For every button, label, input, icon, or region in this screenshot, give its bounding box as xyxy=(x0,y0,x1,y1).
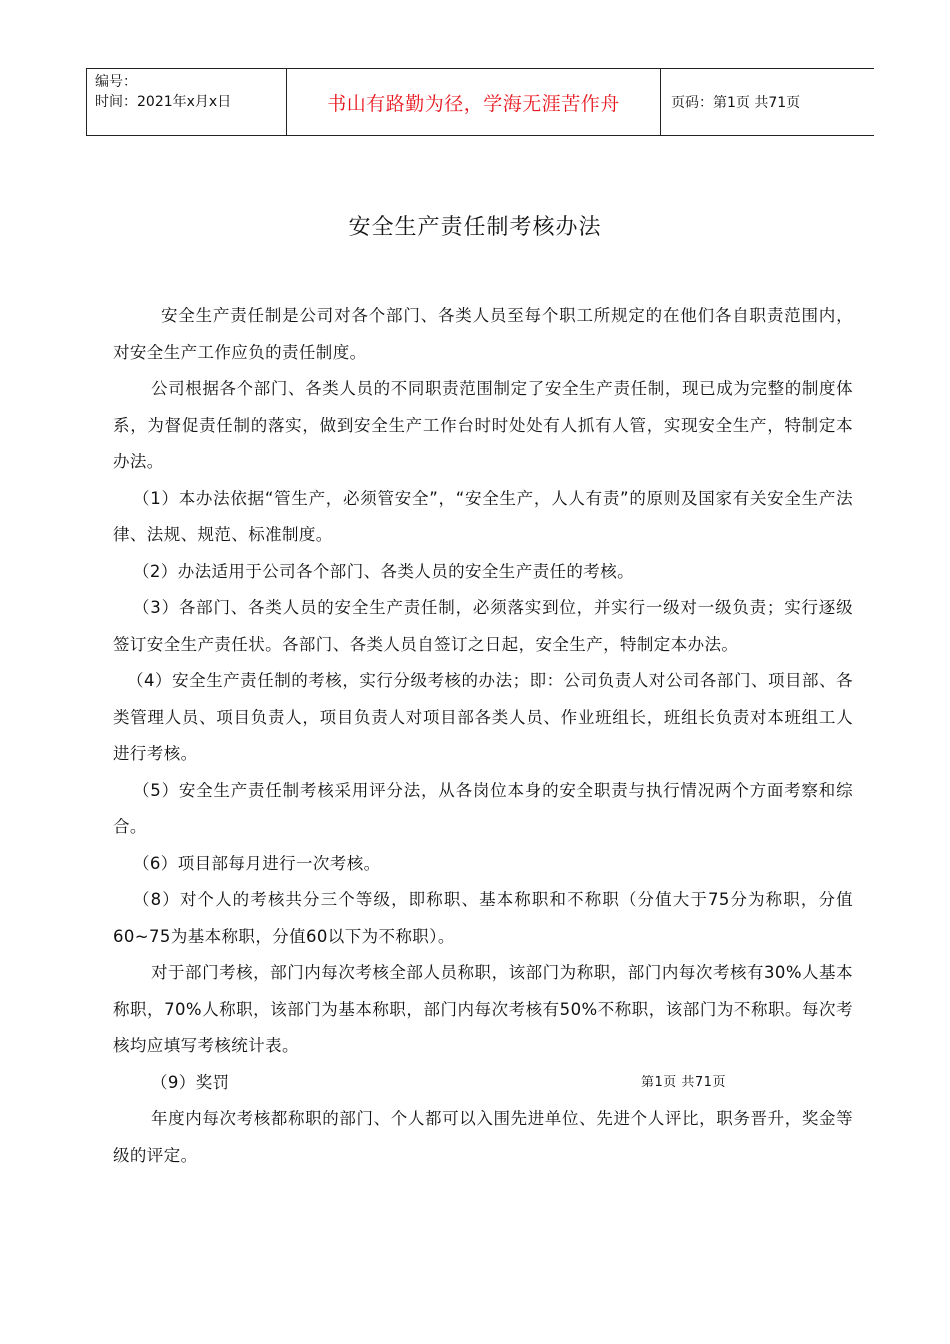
paragraph-intro: 安全生产责任制是公司对各个部门、各类人员至每个职工所规定的在他们各自职责范围内，对安全生产工作应负的责任制度。 xyxy=(113,306,853,362)
header-page-info: 页码：第1页 共71页 xyxy=(671,95,801,111)
paragraph-rewards: 年度内每次考核都称职的部门、个人都可以入围先进单位、先进个人评比，职务晋升，奖金等级的评定。 xyxy=(113,1109,853,1165)
header-motto: 书山有路勤为径，学海无涯苦作舟 xyxy=(287,69,661,135)
paragraph-item-8: （8）对个人的考核共分三个等级，即称职、基本称职和不称职（分值大于75分为称职，分值60~75为基本称职，分值60以下为不称职）。 xyxy=(113,890,853,946)
paragraph-department-assessment: 对于部门考核，部门内每次考核全部人员称职，该部门为称职，部门内每次考核有30%人基本称职，70%人称职，该部门为基本称职，部门内每次考核有50%不称职，该部门为不称职。每次考核均应填写考核统计表。 xyxy=(113,963,853,1055)
document-body xyxy=(113,298,853,1174)
footer-page-number: 第1页 共71页 xyxy=(641,1074,726,1090)
page-header xyxy=(86,68,874,136)
paragraph-item-9-row xyxy=(113,1065,853,1102)
paragraph-item-9: （9）奖罚 xyxy=(151,1072,230,1092)
document-time-label: 时间：2021年x月x日 xyxy=(95,94,232,110)
document-number-label: 编号： xyxy=(95,74,137,90)
paragraph-item-3: （3）各部门、各类人员的安全生产责任制，必须落实到位，并实行一级对一级负责；实行逐级签订安全生产责任状。各部门、各类人员自签订之日起，安全生产，特制定本办法。 xyxy=(113,598,853,654)
header-info-cell xyxy=(86,69,287,135)
paragraph-item-2: （2）办法适用于公司各个部门、各类人员的安全生产责任的考核。 xyxy=(133,561,634,581)
paragraph-background: 公司根据各个部门、各类人员的不同职责范围制定了安全生产责任制，现已成为完整的制度体系，为督促责任制的落实，做到安全生产工作台时时处处有人抓有人管，实现安全生产，特制定本办法。 xyxy=(113,379,853,471)
paragraph-item-6: （6）项目部每月进行一次考核。 xyxy=(133,853,381,873)
paragraph-item-1: （1）本办法依据“管生产，必须管安全”，“安全生产，人人有责”的原则及国家有关安全生产法律、法规、规范、标准制度。 xyxy=(113,488,853,544)
paragraph-item-4: （4）安全生产责任制的考核，实行分级考核的办法；即：公司负责人对公司各部门、项目部、各类管理人员、项目负责人，项目负责人对项目部各类人员、作业班组长，班组长负责对本班组工人进行考核。 xyxy=(113,671,853,763)
paragraph-item-5: （5）安全生产责任制考核采用评分法，从各岗位本身的安全职责与执行情况两个方面考察和综合。 xyxy=(113,780,853,836)
document-title: 安全生产责任制考核办法 xyxy=(348,215,602,240)
